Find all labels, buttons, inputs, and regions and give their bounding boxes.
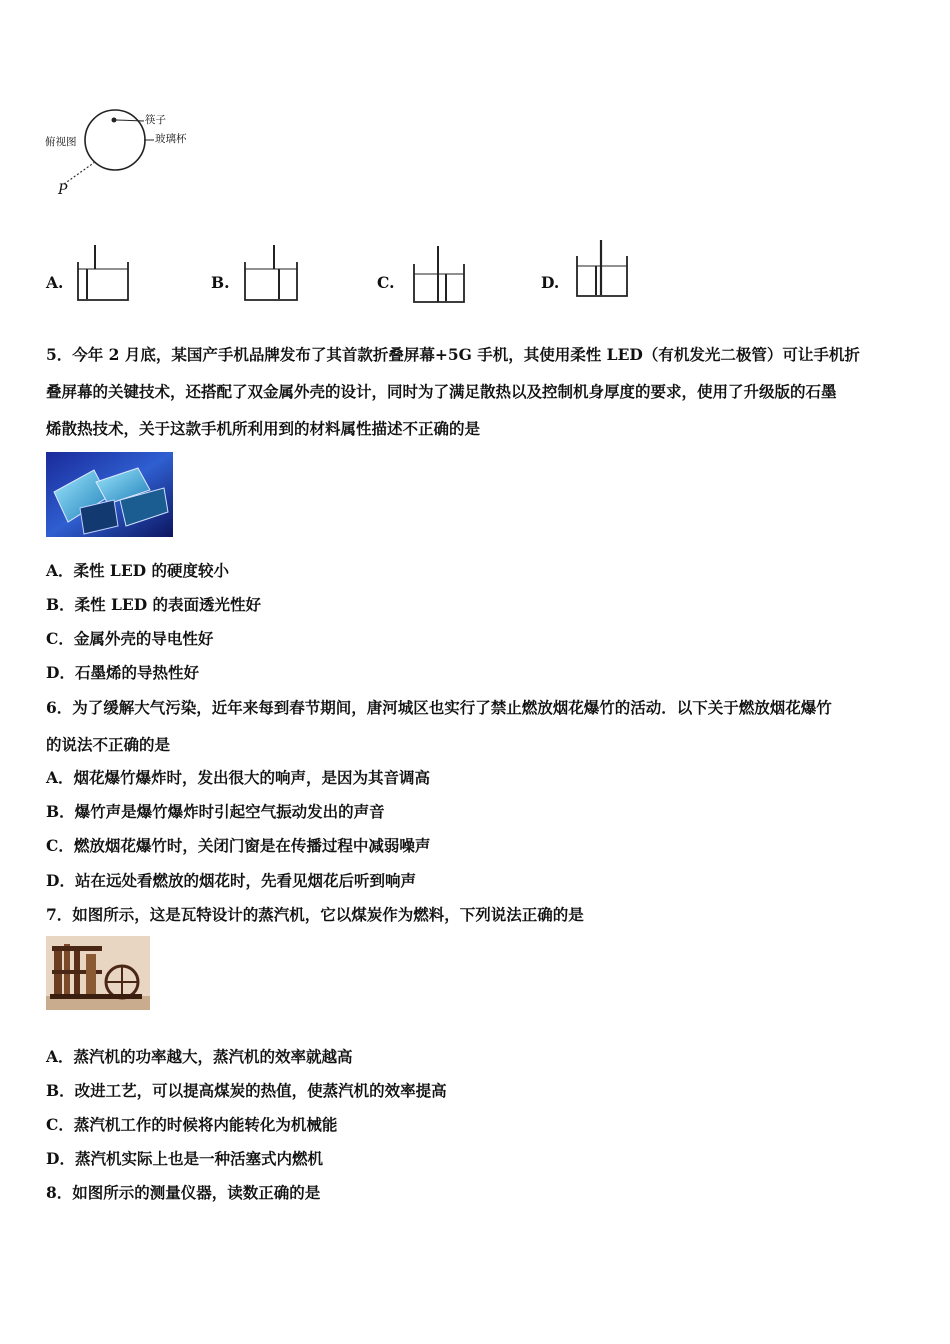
cup-option-d-label: D. (541, 273, 560, 292)
q5-phone-image (46, 452, 173, 537)
cup-c-figure (412, 242, 472, 306)
q6-option-c: C．燃放烟花爆竹时，关闭门窗是在传播过程中减弱噪声 (46, 836, 431, 855)
chopstick-leader-line (116, 120, 144, 121)
q5-line-2: 叠屏幕的关键技术，还搭配了双金属外壳的设计，同时为了满足散热以及控制机身厚度的要求，使用了升级版的石墨 (46, 382, 837, 401)
glass-label: 玻璃杯 (155, 133, 187, 145)
cup-b-figure (243, 242, 301, 304)
q6-option-a: A．烟花爆竹爆炸时，发出很大的响声，是因为其音调高 (46, 768, 431, 787)
q6-option-d: D．站在远处看燃放的烟花时，先看见烟花后听到响声 (46, 871, 416, 890)
q7-option-b: B．改进工艺，可以提高煤炭的热值，使蒸汽机的效率提高 (46, 1081, 447, 1100)
q5-line-3: 烯散热技术，关于这款手机所利用到的材料属性描述不正确的是 (46, 419, 481, 438)
chopstick-label: 筷子 (145, 114, 166, 126)
cup-option-a-label: A. (46, 273, 64, 292)
q7-option-d: D．蒸汽机实际上也是一种活塞式内燃机 (46, 1149, 323, 1168)
q5-line-1: 5．今年 2 月底，某国产手机品牌发布了其首款折叠屏幕+5G 手机，其使用柔性 LED（有机发光二极管）可让手机折 (46, 345, 860, 364)
cup-d-figure (575, 238, 633, 300)
q6-line-2: 的说法不正确的是 (46, 735, 171, 754)
q7-line-1: 7．如图所示，这是瓦特设计的蒸汽机，它以煤炭作为燃料，下列说法正确的是 (46, 905, 584, 924)
top-view-label: 俯视图 (45, 136, 77, 148)
q5-option-d: D．石墨烯的导热性好 (46, 663, 199, 682)
q5-option-b: B．柔性 LED 的表面透光性好 (46, 595, 262, 614)
chopstick-dot (112, 118, 117, 123)
cup-a-figure (76, 242, 132, 304)
top-view-figure (40, 100, 220, 210)
cup-option-c-label: C. (377, 273, 395, 292)
q7-option-c: C．蒸汽机工作的时候将内能转化为机械能 (46, 1115, 338, 1134)
q5-option-c: C．金属外壳的导电性好 (46, 629, 214, 648)
cup-option-b-label: B. (211, 273, 230, 292)
p-label: P (58, 182, 68, 198)
q6-line-1: 6．为了缓解大气污染，近年来每到春节期间，唐河城区也实行了禁止燃放烟花爆竹的活动．以下关于燃放烟花爆竹 (46, 698, 832, 717)
q7-option-a: A．蒸汽机的功率越大，蒸汽机的效率就越高 (46, 1047, 353, 1066)
q5-option-a: A．柔性 LED 的硬度较小 (46, 561, 229, 580)
q8-line-1: 8．如图所示的测量仪器，读数正确的是 (46, 1183, 321, 1202)
q6-option-b: B．爆竹声是爆竹爆炸时引起空气振动发出的声音 (46, 802, 385, 821)
sight-line (64, 162, 95, 184)
q7-steam-engine-image (46, 936, 150, 1010)
